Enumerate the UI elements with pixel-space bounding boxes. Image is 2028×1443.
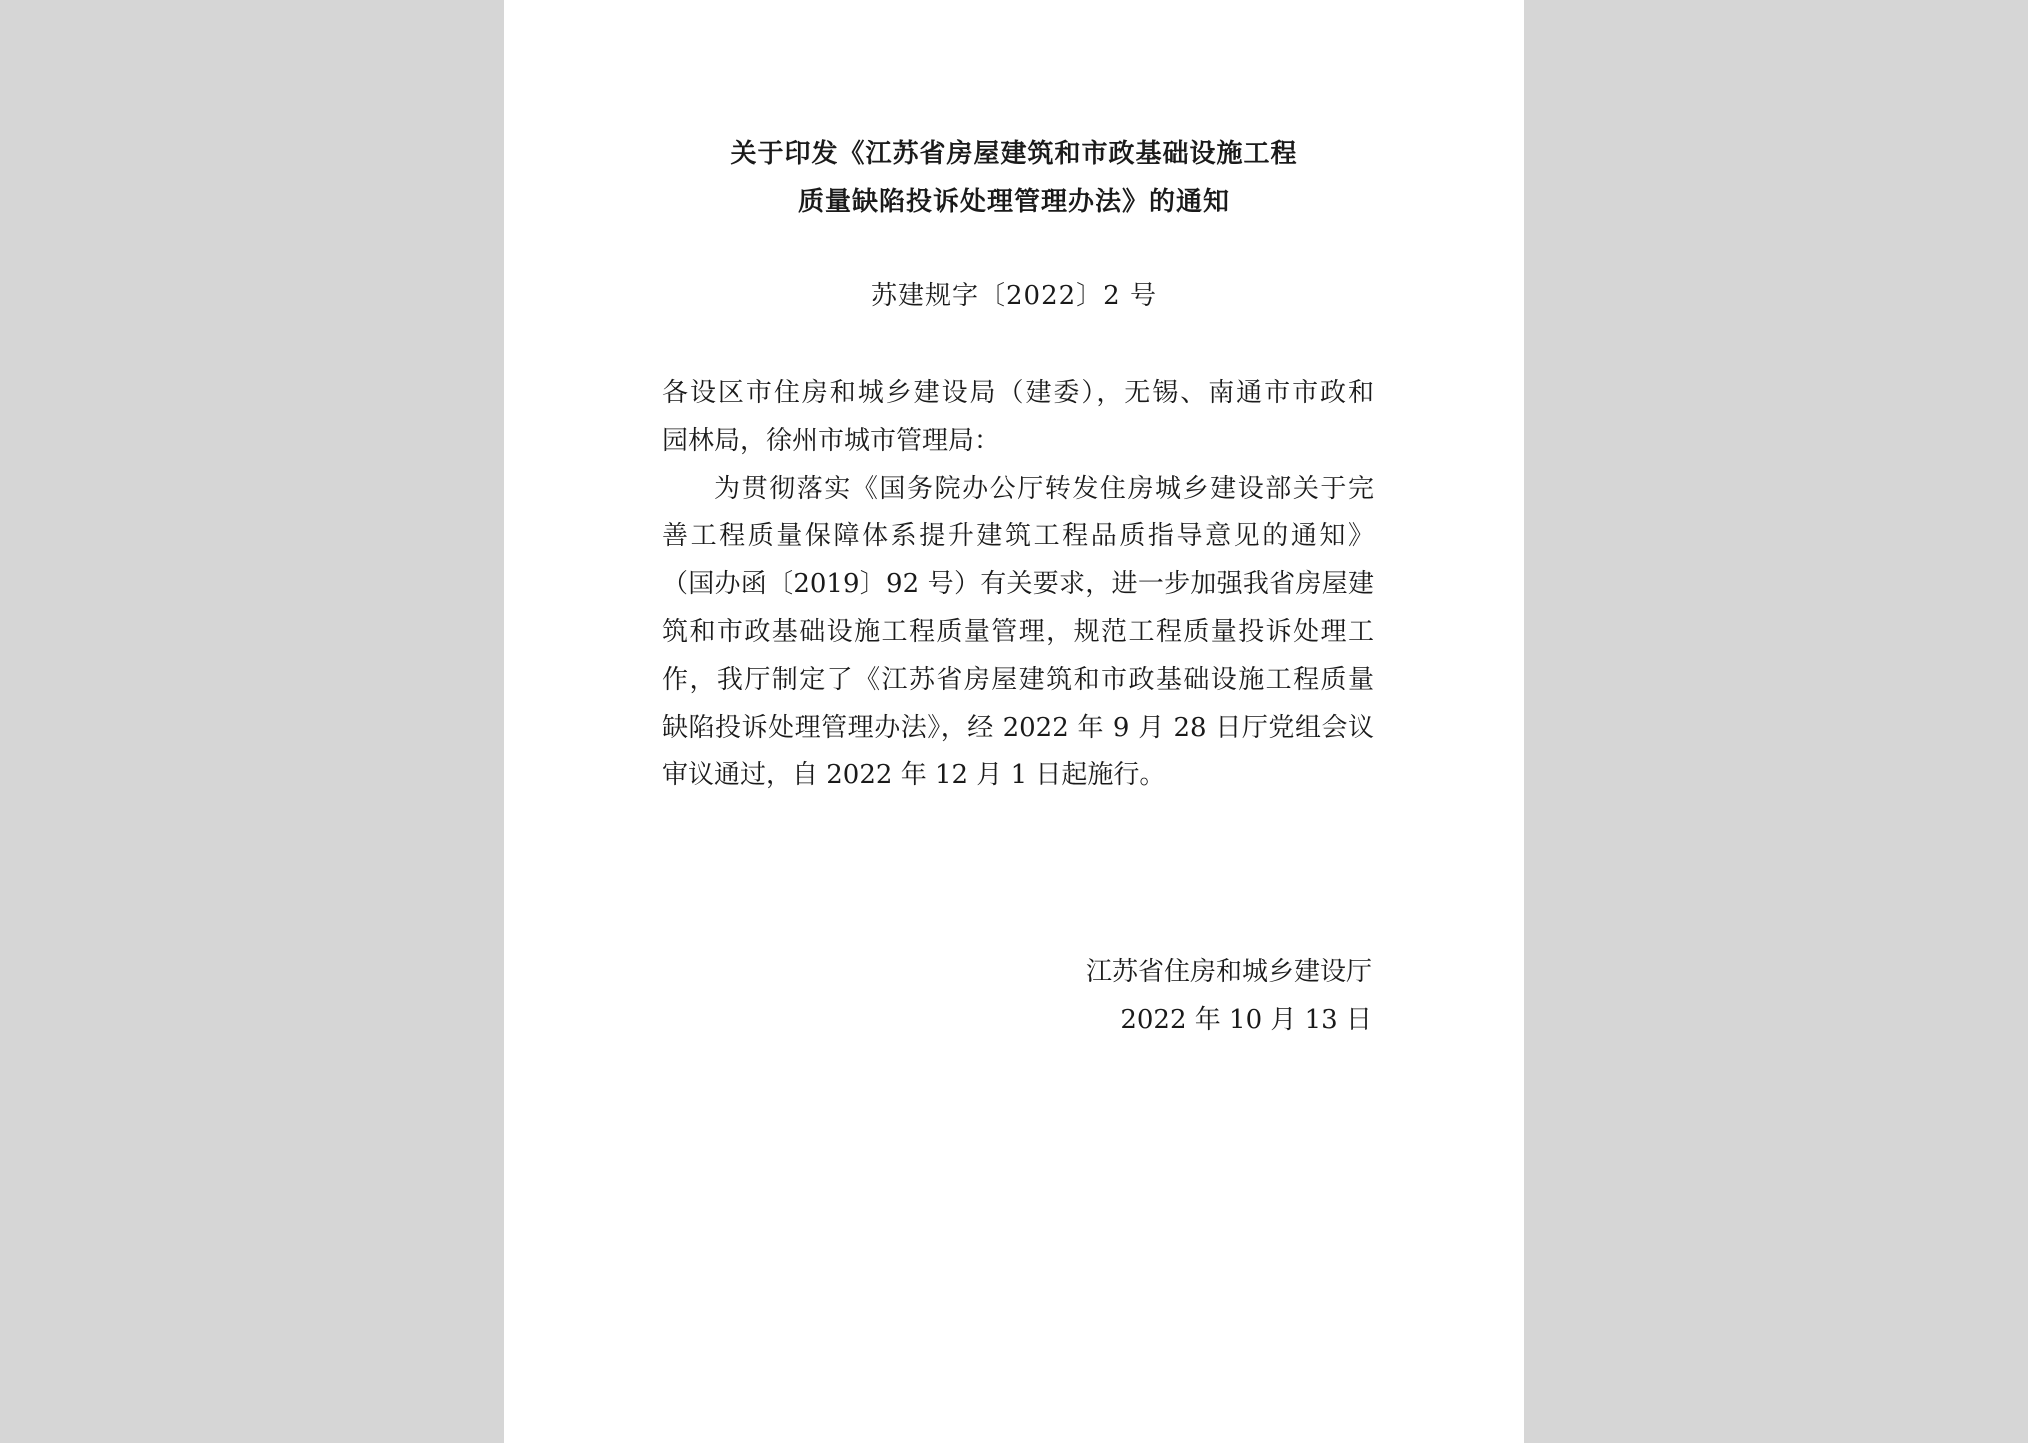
issue-date: 2022 年 10 月 13 日 (1120, 1005, 1372, 1035)
body-line-2: 善工程质量保障体系提升建筑工程品质指导意见的通知》 (662, 521, 1374, 552)
body-line-1: 为贯彻落实《国务院办公厅转发住房城乡建设部关于完 (714, 473, 1374, 504)
body-line-6: 缺陷投诉处理管理办法》，经 2022 年 9 月 28 日厅党组会议 (662, 712, 1374, 743)
addressee-line-2: 园林局，徐州市城市管理局： (662, 425, 1001, 456)
title-line-2: 质量缺陷投诉处理管理办法》的通知 (797, 187, 1230, 217)
document-page (504, 0, 1524, 1443)
body-line-4: 筑和市政基础设施工程质量管理，规范工程质量投诉处理工 (662, 616, 1374, 647)
title-line-1: 关于印发《江苏省房屋建筑和市政基础设施工程 (730, 139, 1298, 169)
document-number: 苏建规字〔2022〕2 号 (871, 281, 1157, 311)
issuer-name: 江苏省住房和城乡建设厅 (1085, 957, 1372, 987)
document-body (662, 370, 1374, 800)
signature-block (1086, 948, 1372, 1044)
body-line-5: 作，我厅制定了《江苏省房屋建筑和市政基础设施工程质量 (662, 664, 1374, 695)
document-title (504, 130, 1524, 226)
body-line-7: 审议通过，自 2022 年 12 月 1 日起施行。 (662, 760, 1166, 791)
addressee-line-1: 各设区市住房和城乡建设局（建委），无锡、南通市市政和 (662, 378, 1374, 408)
body-line-3: （国办函〔2019〕92 号）有关要求，进一步加强我省房屋建 (662, 569, 1374, 600)
